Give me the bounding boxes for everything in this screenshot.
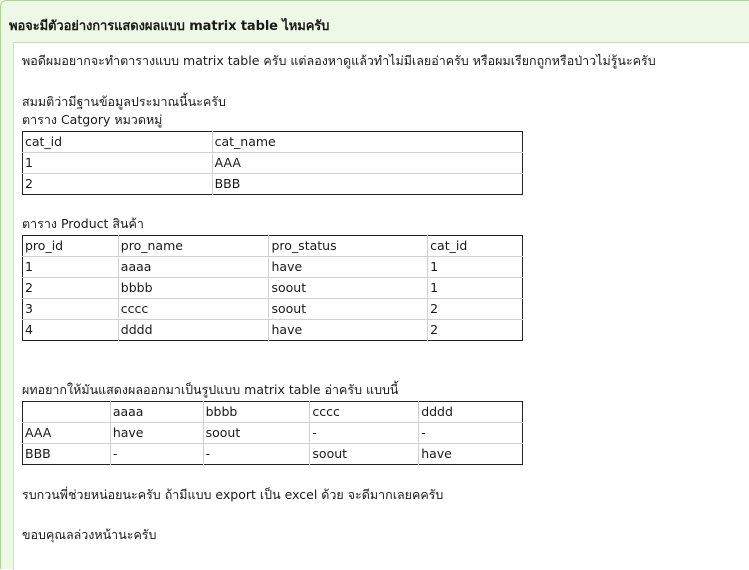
table-cell: BBB <box>23 444 111 465</box>
table-header-cell: pro_name <box>118 236 269 257</box>
table-header-cell: cccc <box>310 402 419 423</box>
table-cell: bbbb <box>118 278 269 299</box>
table-cell: 1 <box>428 278 523 299</box>
table-header-cell: cat_id <box>428 236 523 257</box>
table-cell: have <box>269 320 428 341</box>
table-row <box>23 257 523 278</box>
table-cell: 1 <box>23 153 213 174</box>
table-header-cell: cat_id <box>25 134 63 149</box>
matrix-table-caption: ผทอยากให้มันแสดงผลออกมาเป็นรูปแบบ matrix table อ่าครับ แบบนี้ <box>22 382 399 397</box>
table-cell: 2 <box>428 299 523 320</box>
table-header-cell: dddd <box>419 402 523 423</box>
table-cell: have <box>419 444 523 465</box>
thanks-text: ขอบคุณลล่วงหน้านะครับ <box>22 527 157 542</box>
post-body <box>13 42 749 570</box>
table-header-cell: pro_id <box>25 238 64 253</box>
table-row <box>23 153 523 174</box>
table-cell: have <box>269 257 428 278</box>
matrix-table <box>22 401 523 465</box>
table-cell: 1 <box>23 257 119 278</box>
table-cell: soout <box>203 423 310 444</box>
table-cell: soout <box>269 278 428 299</box>
table-cell: - <box>203 444 310 465</box>
assume-text: สมมติว่ามีฐานข้อมูลประมาณนี้นะครับ <box>22 94 226 109</box>
product-table-caption: ตาราง Product สินค้า <box>22 216 144 231</box>
table-cell: BBB <box>212 174 522 195</box>
table-header-cell: pro_status <box>269 236 428 257</box>
table-row <box>23 444 523 465</box>
table-row <box>23 423 523 444</box>
table-cell: soout <box>310 444 419 465</box>
table-cell: 2 <box>23 174 213 195</box>
table-cell: 2 <box>23 278 119 299</box>
table-cell: aaaa <box>118 257 269 278</box>
table-cell: 1 <box>428 257 523 278</box>
table-row <box>23 278 523 299</box>
table-row <box>23 299 523 320</box>
table-row <box>23 320 523 341</box>
table-cell: 2 <box>428 320 523 341</box>
intro-text: พอดีผมอยากจะทำตารางแบบ matrix table ครับ แต่ลองหาดูแล้วทำไม่มีเลยอ่าครับ หรือผมเรียกถูกหรือป่าวไม่รู้นะครับ <box>22 53 656 68</box>
table-cell: AAA <box>23 423 111 444</box>
table-cell: - <box>110 444 203 465</box>
post-title: พอจะมีตัวอย่างการแสดงผลแบบ matrix table ไหมครับ <box>9 19 330 34</box>
table-row <box>23 174 523 195</box>
table-cell: 3 <box>23 299 119 320</box>
table-header-cell: bbbb <box>203 402 310 423</box>
table-cell: cccc <box>118 299 269 320</box>
table-cell: - <box>419 423 523 444</box>
table-cell: soout <box>269 299 428 320</box>
table-header-cell <box>23 402 111 423</box>
table-cell: - <box>310 423 419 444</box>
table-header-row <box>23 236 523 257</box>
table-header-cell: cat_name <box>212 132 522 153</box>
table-cell: 4 <box>23 320 119 341</box>
table-header-row <box>23 132 523 153</box>
category-table-caption: ตาราง Catgory หมวดหมู่ <box>22 112 163 127</box>
table-header-row <box>23 402 523 423</box>
table-cell: dddd <box>118 320 269 341</box>
product-table <box>22 235 523 341</box>
table-cell: have <box>110 423 203 444</box>
table-header-cell: aaaa <box>110 402 203 423</box>
request-text: รบกวนพี่ช่วยหน่อยนะครับ ถ้ามีแบบ export เป็น excel ด้วย จะดีมากเลยคครับ <box>22 487 444 502</box>
category-table <box>22 131 523 195</box>
table-cell: AAA <box>212 153 522 174</box>
